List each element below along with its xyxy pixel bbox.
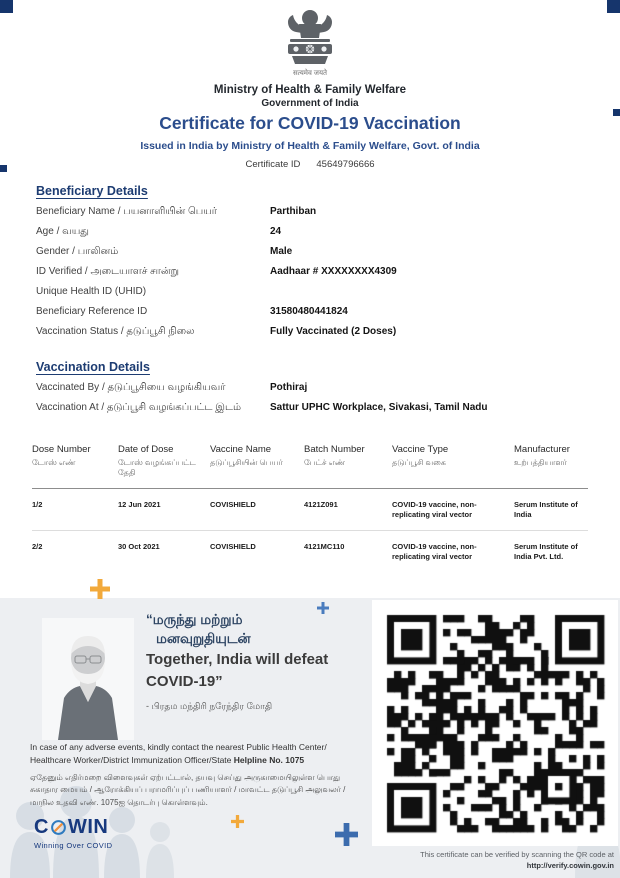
field-label: Unique Health ID (UHID): [36, 286, 147, 297]
field-row-age: [36, 226, 588, 246]
certificate-id-row: [0, 159, 620, 170]
cowin-logo: [34, 816, 112, 850]
batch-number-cell: 4121MC110: [304, 542, 345, 552]
header-en: Manufacturer: [514, 444, 570, 455]
vaccination-fields: [36, 382, 588, 422]
dose-row-2: [32, 531, 588, 572]
field-value: 31580480441824: [270, 306, 348, 317]
vaccine-name-cell: COVISHIELD: [210, 542, 256, 552]
field-value: Male: [270, 246, 293, 257]
field-row-gender: [36, 246, 588, 266]
certificate-id-label: Certificate ID: [245, 159, 301, 170]
quote-attribution: - பிரதம மந்திரி நரேந்திர மோதி: [146, 701, 273, 712]
quote-english-line1: Together, India will defeat: [146, 650, 329, 668]
certificate-title: Certificate for COVID-19 Vaccination: [159, 113, 461, 133]
field-row-id-verified: [36, 266, 588, 286]
footer-panel: [0, 598, 620, 878]
beneficiary-fields: [36, 206, 588, 346]
beneficiary-details-heading: Beneficiary Details: [36, 184, 148, 198]
quote-english-line2: COVID-19”: [146, 672, 223, 690]
dose-row-1: [32, 489, 588, 531]
pm-photo: [42, 618, 134, 740]
qr-code: [380, 608, 611, 839]
dose-table: [32, 444, 588, 572]
header-ta: தடுப்பூசி வகை: [392, 458, 446, 467]
cowin-logo-text-right: WIN: [67, 816, 109, 838]
vaccine-type-cell: COVID-19 vaccine, non-replicating viral vector: [392, 499, 477, 519]
field-label: Vaccination Status / தடுப்பூசி நிலை: [36, 326, 195, 337]
field-row-vaccination-at: [36, 402, 588, 422]
plus-decoration-yellow-bottom: [231, 815, 244, 828]
field-label: Beneficiary Reference ID: [36, 306, 148, 317]
field-row-beneficiary-name: [36, 206, 588, 226]
pm-quote: [146, 611, 364, 713]
dose-number-cell: 2/2: [32, 542, 43, 552]
field-row-uhid: [36, 286, 588, 306]
field-label: ID Verified / அடையாளச் சான்று: [36, 266, 179, 277]
dose-table-header-row: [32, 444, 588, 489]
government-name: Government of India: [261, 98, 359, 109]
quote-tamil-line2: மனவுறுதியுடன்: [156, 630, 251, 646]
pm-portrait-icon: [42, 618, 134, 740]
helpline-number: Helpline No. 1075: [233, 754, 305, 765]
field-value: Sattur UPHC Workplace, Sivakasi, Tamil Nadu: [270, 402, 488, 413]
field-value: Aadhaar # XXXXXXXX4309: [270, 266, 397, 277]
header-ta: பேட்ச் எண்: [304, 458, 346, 467]
header-en: Dose Number: [32, 444, 91, 455]
manufacturer-cell: Serum Institute of India: [514, 499, 578, 519]
ashoka-emblem-icon: [283, 8, 337, 68]
col-header-batch-number: [304, 444, 392, 479]
header-en: Date of Dose: [118, 444, 174, 455]
certificate-id-value: 45649796666: [316, 159, 375, 170]
cowin-logo-row: [34, 816, 112, 839]
cowin-syringe-icon: [50, 819, 67, 836]
cowin-logo-text-left: C: [34, 816, 49, 838]
field-row-vaccinated-by: [36, 382, 588, 402]
certificate-subtitle: Issued in India by Ministry of Health & Family Welfare, Govt. of India: [140, 140, 480, 152]
cowin-tagline: Winning Over COVID: [34, 841, 113, 850]
batch-number-cell: 4121Z091: [304, 499, 338, 509]
col-header-date-of-dose: [118, 444, 210, 479]
field-value: Pothiraj: [270, 382, 308, 393]
header-en: Vaccine Name: [210, 444, 272, 455]
field-label: Age / வயது: [36, 226, 89, 237]
col-header-vaccine-name: [210, 444, 304, 479]
header-ta: டோஸ் வழங்கப்பட்ட தேதி: [118, 458, 196, 478]
col-header-vaccine-type: [392, 444, 514, 479]
field-value: Parthiban: [270, 206, 317, 217]
header-ta: தடுப்பூசியின் பெயர்: [210, 458, 283, 467]
col-header-dose-number: [32, 444, 118, 479]
field-value: Fully Vaccinated (2 Doses): [270, 326, 397, 337]
field-row-reference-id: [36, 306, 588, 326]
manufacturer-cell: Serum Institute of India Pvt. Ltd.: [514, 542, 578, 562]
national-emblem: [0, 8, 620, 78]
header-en: Vaccine Type: [392, 444, 449, 455]
verify-url: http://verify.cowin.gov.in: [526, 861, 614, 871]
verify-text: This certificate can be verified by scanning the QR code at: [420, 850, 614, 859]
vaccine-type-cell: COVID-19 vaccine, non-replicating viral vector: [392, 542, 477, 562]
vaccine-name-cell: COVISHIELD: [210, 499, 256, 509]
adverse-events-text-en: [30, 741, 362, 767]
field-label: Beneficiary Name / பயனாளியின் பெயர்: [36, 206, 218, 217]
verify-note: [359, 849, 614, 872]
field-label: Gender / பாலினம்: [36, 246, 119, 257]
field-value: 24: [270, 226, 282, 237]
col-header-manufacturer: [514, 444, 588, 479]
plus-decoration-blue-small: [317, 602, 329, 614]
plus-decoration-blue-large: [335, 823, 358, 846]
quote-tamil-line1: “மருந்து மற்றும்: [146, 612, 243, 627]
field-row-vaccination-status: [36, 326, 588, 346]
qr-code-box: [372, 600, 618, 846]
date-of-dose-cell: 12 Jun 2021: [118, 499, 161, 509]
emblem-motto: सत्यमेव जयते: [292, 70, 328, 77]
field-label: Vaccinated By / தடுப்பூசியை வழங்கியவர்: [36, 382, 226, 393]
date-of-dose-cell: 30 Oct 2021: [118, 542, 160, 552]
header-ta: டோஸ் எண்: [32, 458, 76, 467]
plus-decoration-yellow-top: [90, 579, 110, 599]
field-label: Vaccination At / தடுப்பூசி வழங்கப்பட்ட இடம்: [36, 402, 241, 413]
adverse-en-prefix: In case of any adverse events, kindly contact the nearest Public Health Center/ Healthcare Worker/District Immunization Officer/State: [30, 742, 327, 765]
dose-number-cell: 1/2: [32, 499, 43, 509]
header-ta: உற்பத்தியாளர்: [514, 458, 567, 467]
vaccination-details-heading: Vaccination Details: [36, 360, 150, 374]
header-en: Batch Number: [304, 444, 365, 455]
adverse-events-text-ta: ஏதேனும் எதிர்மறை விளைவுகள் ஏற்பட்டால், தயவு செய்து அருகாமையிலுள்ள பொது சுகாதார மையம் / ஆரோக்கியப் பராமரிப்புப் பணியாளர் / மாவட்ட தடுப்பூசி அலுவலர் / மாநில உதவி எண். 1075ஐ தொடர்பு கொள்ளவும்.: [30, 773, 346, 807]
ministry-name: Ministry of Health & Family Welfare: [213, 84, 407, 96]
